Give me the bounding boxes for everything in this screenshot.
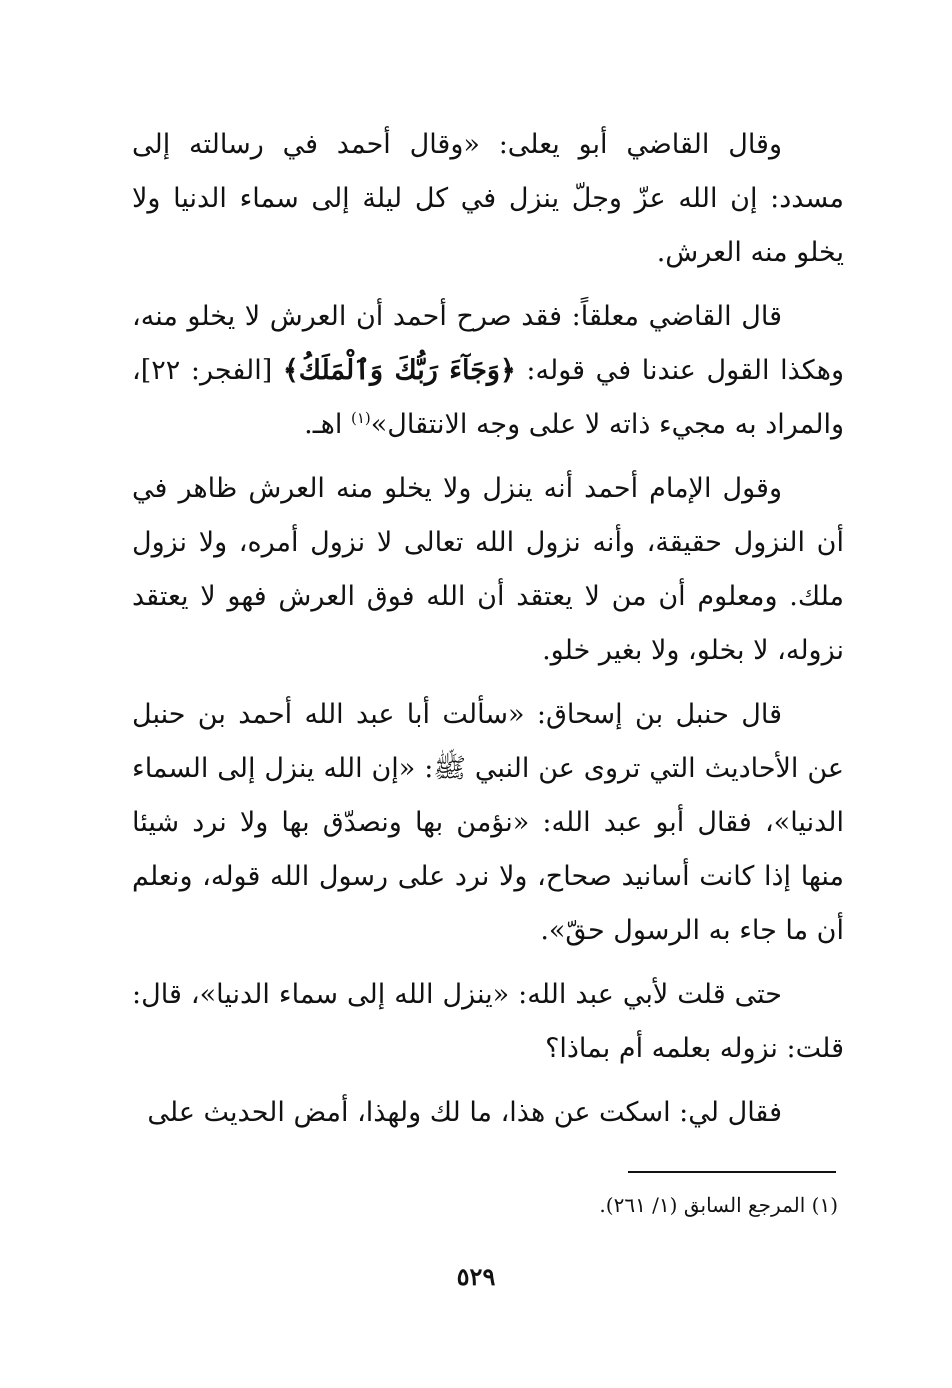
footnote-divider — [628, 1171, 836, 1173]
page-number: ٥٢٩ — [456, 1262, 496, 1291]
quran-verse: ﴿وَجَآءَ رَبُّكَ وَٱلْمَلَكُ﴾ — [282, 355, 516, 386]
footnote-reference[interactable]: (١) — [351, 409, 371, 427]
paragraph-1: وقال القاضي أبو يعلى: «وقال أحمد في رسالته إلى مسدد: إن الله عزّ وجلّ ينزل في كل ليلة إلى سماء الدنيا ولا يخلو منه العرش. — [132, 129, 844, 268]
paragraph-2-after: [الفجر: ٢٢]، والمراد به مجيء ذاته لا على وجه الانتقال» — [132, 355, 844, 440]
paragraph-2 — [132, 290, 844, 452]
paragraph-5: حتى قلت لأبي عبد الله: «ينزل الله إلى سماء الدنيا»، قال: قلت: نزوله بعلمه أم بماذا؟ — [132, 979, 844, 1064]
footnote: (١) المرجع السابق (١/ ٢٦١). — [599, 1193, 838, 1217]
paragraph-4: قال حنبل بن إسحاق: «سألت أبا عبد الله أحمد بن حنبل عن الأحاديث التي تروى عن النبي ﷺ: «إن الله ينزل إلى السماء الدنيا»، فقال أبو عبد الله: «نؤمن بها ونصدّق بها ولا نرد شيئا منها إذا كانت أسانيد صحاح، ولا نرد على رسول الله قوله، ونعلم أن ما جاء به الرسول حقّ». — [132, 699, 844, 946]
paragraph-2-tail: اهـ. — [304, 409, 351, 440]
paragraph-6: فقال لي: اسكت عن هذا، ما لك ولهذا، أمض الحديث على — [147, 1097, 782, 1128]
paragraph-2-before: قال القاضي معلقاً: فقد صرح أحمد أن العرش لا يخلو منه، وهكذا القول عندنا في قوله: — [132, 301, 844, 386]
paragraph-3: وقول الإمام أحمد أنه ينزل ولا يخلو منه العرش ظاهر في أن النزول حقيقة، وأنه نزول الله تعالى لا نزول أمره، ولا نزول ملك. ومعلوم أن من لا يعتقد أن الله فوق العرش فهو لا يعتقد نزوله، لا بخلو، ولا بغير خلو. — [132, 473, 844, 666]
main-text — [132, 118, 844, 1150]
